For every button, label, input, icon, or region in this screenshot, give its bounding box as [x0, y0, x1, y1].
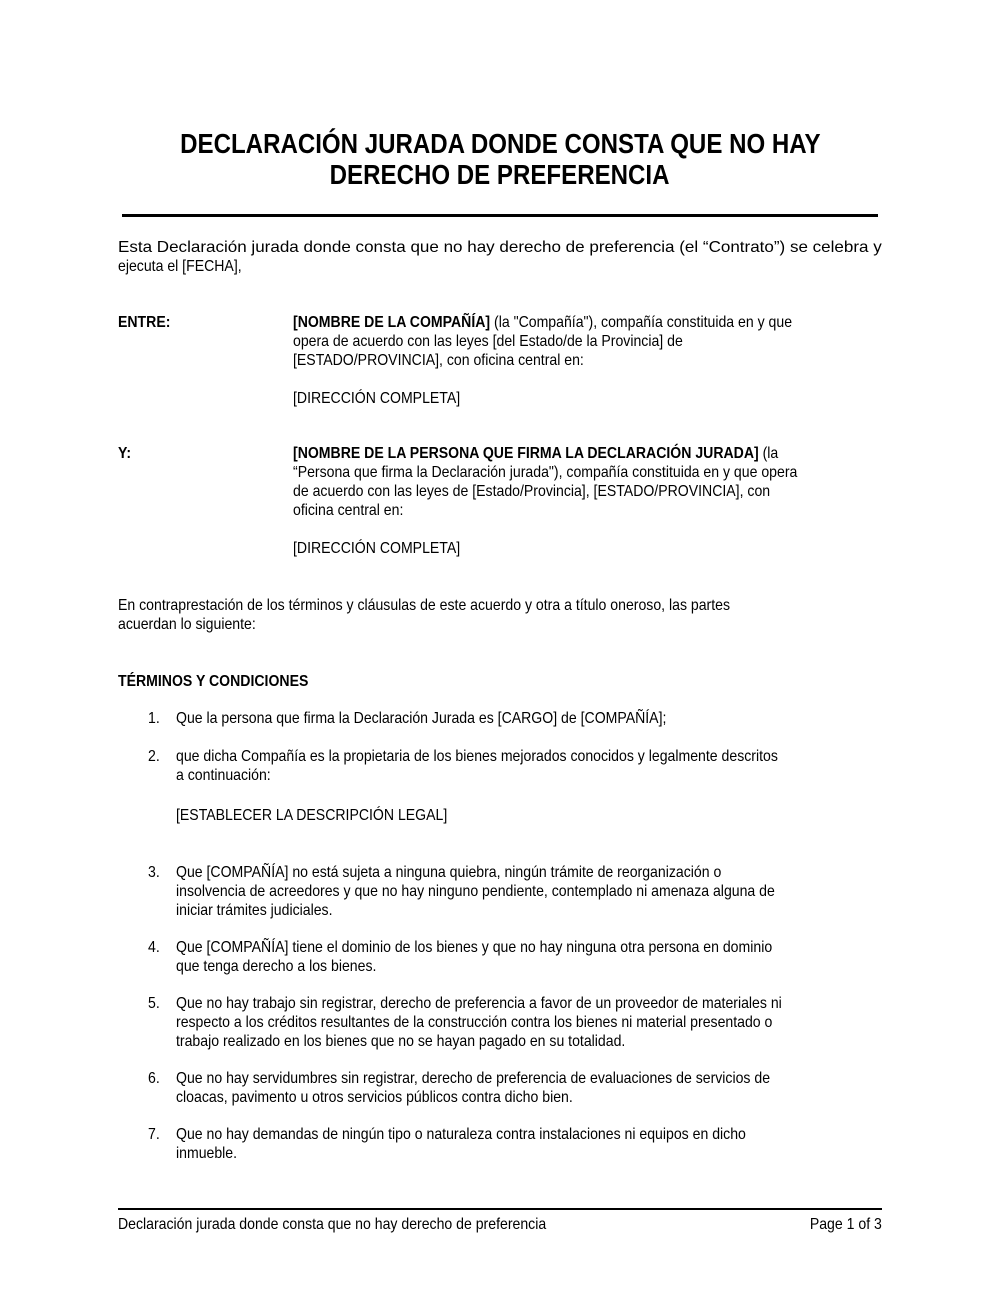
party-label-text: ENTRE: [118, 314, 171, 331]
consideration-text-1: En contraprestación de los términos y cláusulas de este acuerdo y otra a título oneroso, las partes [118, 597, 731, 614]
company-name-placeholder: [NOMBRE DE LA COMPAÑÍA] [293, 314, 491, 331]
party-2-text-4: oficina central en: [293, 502, 404, 519]
term-5-line-2 [176, 1013, 854, 1032]
term-number: 7. [148, 1126, 160, 1143]
party-label-entre [118, 313, 178, 332]
party-2-text-3: de acuerdo con las leyes de [Estado/Provincia], [ESTADO/PROVINCIA], con [293, 483, 771, 500]
term-text: que tenga derecho a los bienes. [176, 958, 377, 975]
term-text: Que no hay demandas de ningún tipo o naturaleza contra instalaciones ni equipos en dicho [176, 1126, 746, 1143]
term-6-number [148, 1069, 161, 1088]
term-6-line-2 [176, 1088, 627, 1107]
party-1-text-2: opera de acuerdo con las leyes [del Estado/de la Provincia] de [293, 333, 683, 350]
term-1-number [148, 709, 161, 728]
intro-line-1 [118, 238, 882, 257]
footer-document-name [118, 1215, 605, 1234]
signer-name-placeholder: [NOMBRE DE LA PERSONA QUE FIRMA LA DECLARACIÓN JURADA] [293, 445, 759, 462]
term-3-line-1 [176, 863, 796, 882]
term-4-line-2 [176, 957, 404, 976]
term-7-line-1 [176, 1125, 824, 1144]
party-1-line-1 [293, 313, 860, 332]
legal-description-placeholder: [ESTABLECER LA DESCRIPCIÓN LEGAL] [176, 807, 448, 824]
party-label-y [118, 444, 133, 463]
term-number: 6. [148, 1070, 160, 1087]
term-2-line-1 [176, 747, 860, 766]
term-6-line-1 [176, 1069, 851, 1088]
term-text: Que no hay trabajo sin registrar, derecho de preferencia a favor de un proveedor de materiales ni [176, 995, 782, 1012]
party-2-line-2 [293, 463, 866, 482]
party-1-line-3 [293, 351, 624, 370]
term-number: 1. [148, 710, 160, 727]
document-title-line-2 [0, 159, 1000, 191]
term-text: que dicha Compañía es la propietaria de los bienes mejorados conocidos y legalmente descritos [176, 748, 778, 765]
term-text: inmueble. [176, 1145, 238, 1162]
term-text: Que no hay servidumbres sin registrar, derecho de preferencia de evaluaciones de servicios de [176, 1070, 771, 1087]
term-7-line-2 [176, 1144, 245, 1163]
term-text: insolvencia de acreedores y que no hay ninguno pendiente, contemplado ni amenaza alguna de [176, 883, 775, 900]
term-number: 4. [148, 939, 160, 956]
page-number-text: Page 1 of 3 [809, 1216, 882, 1233]
term-3-line-2 [176, 882, 857, 901]
party-2-line-3 [293, 482, 835, 501]
title-text-1: DECLARACIÓN JURADA DONDE CONSTA QUE NO HAY [179, 128, 821, 159]
document-title-line-1 [0, 128, 1000, 160]
consideration-text-2: acuerdan lo siguiente: [118, 616, 256, 633]
term-5-line-3 [176, 1032, 687, 1051]
term-text: cloacas, pavimento u otros servicios públicos contra dicho bien. [176, 1089, 573, 1106]
intro-text-1: Esta Declaración jurada donde consta que no hay derecho de preferencia (el “Contrato”) se celebra y [118, 239, 882, 256]
terms-heading [118, 672, 334, 691]
footer-rule [118, 1208, 882, 1210]
intro-text-2: ejecuta el [FECHA], [118, 258, 242, 275]
party-1-address [293, 389, 483, 408]
term-4-line-1 [176, 938, 853, 957]
term-2-legal-description [176, 806, 484, 825]
term-1-line-1 [176, 709, 733, 728]
party-label-text: Y: [118, 445, 132, 462]
footer-left-text: Declaración jurada donde consta que no hay derecho de preferencia [118, 1216, 547, 1233]
party-2-text-rest: (la [758, 445, 779, 462]
party-2-line-1 [293, 444, 844, 463]
term-text: Que [COMPAÑÍA] tiene el dominio de los bienes y que no hay ninguna otra persona en dominio [176, 939, 773, 956]
term-3-line-3 [176, 901, 354, 920]
party-1-text-rest: (la "Compañía"), compañía constituida en y que [490, 314, 793, 331]
term-5-line-1 [176, 994, 864, 1013]
term-3-number [148, 863, 161, 882]
term-text: respecto a los créditos resultantes de la construcción contra los bienes ni material presentado o [176, 1014, 773, 1031]
consideration-line-1 [118, 596, 814, 615]
intro-line-2 [118, 257, 259, 276]
term-2-number [148, 747, 161, 766]
term-text: trabajo realizado en los bienes que no se hayan pagado en su totalidad. [176, 1033, 626, 1050]
party-1-text-3: [ESTADO/PROVINCIA], con oficina central en: [293, 352, 584, 369]
party-2-address [293, 539, 483, 558]
footer-page-number [800, 1215, 882, 1234]
title-underline [122, 214, 878, 217]
term-text: Que [COMPAÑÍA] no está sujeta a ninguna quiebra, ningún trámite de reorganización o [176, 864, 722, 881]
party-2-line-4 [293, 501, 418, 520]
title-text-2: DERECHO DE PREFERENCIA [330, 159, 670, 190]
term-text: a continuación: [176, 767, 271, 784]
party-2-address-text: [DIRECCIÓN COMPLETA] [293, 540, 461, 557]
term-5-number [148, 994, 161, 1013]
term-text: iniciar trámites judiciales. [176, 902, 333, 919]
term-7-number [148, 1125, 161, 1144]
party-2-text-2: “Persona que firma la Declaración jurada"), compañía constituida en y que opera [293, 464, 798, 481]
term-2-line-2 [176, 766, 284, 785]
terms-heading-text: TÉRMINOS Y CONDICIONES [118, 673, 309, 690]
party-1-address-text: [DIRECCIÓN COMPLETA] [293, 390, 461, 407]
party-1-line-2 [293, 332, 736, 351]
term-text: Que la persona que firma la Declaración Jurada es [CARGO] de [COMPAÑÍA]; [176, 710, 667, 727]
term-number: 5. [148, 995, 160, 1012]
term-number: 3. [148, 864, 160, 881]
consideration-line-2 [118, 615, 275, 634]
term-4-number [148, 938, 161, 957]
term-number: 2. [148, 748, 160, 765]
